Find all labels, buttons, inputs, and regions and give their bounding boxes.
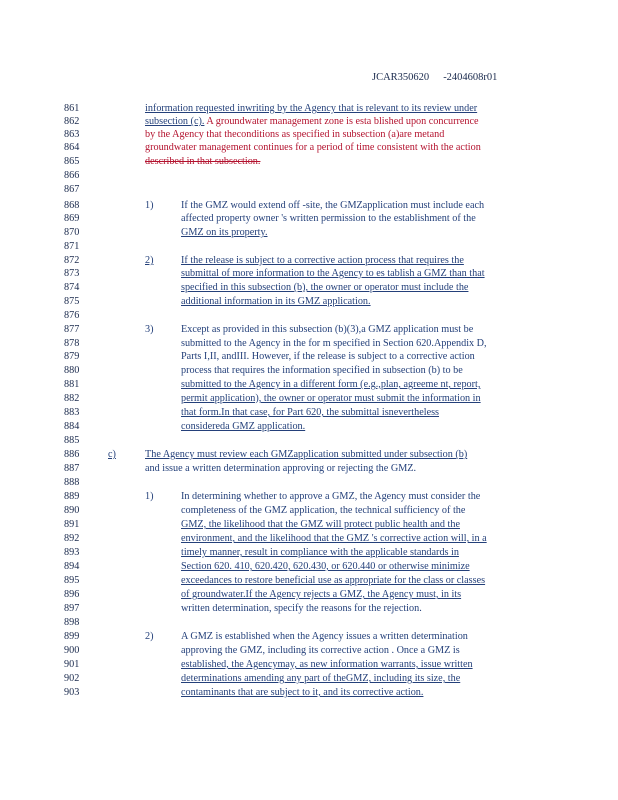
doc-line: considereda GMZ application.: [181, 421, 306, 432]
doc-line: information requested inwriting by the Agency that is relevant to its review under: [145, 103, 478, 114]
line-number: 875: [64, 296, 80, 307]
doc-line: affected property owner 's written permission to the establishment of the: [181, 213, 476, 224]
doc-line: Section 620. 410, 620.420, 620.430, or 620.440 or otherwise minimize: [181, 561, 470, 572]
line-number: 881: [64, 379, 80, 390]
inserted-text: subsection (c).: [145, 116, 205, 127]
doc-line: [145, 115, 479, 128]
line-number: 864: [64, 142, 80, 153]
doc-line: established, the Agencymay, as new information warrants, issue written: [181, 659, 473, 670]
doc-line: approving the GMZ, including its corrective action . Once a GMZ is: [181, 645, 460, 656]
doc-line: submitted to the Agency in a different form (e.g.,plan, agreeme nt, report,: [181, 379, 481, 390]
line-number: 888: [64, 477, 80, 488]
line-number: 861: [64, 103, 80, 114]
doc-line: If the release is subject to a corrective action process that requires the: [181, 255, 464, 266]
line-number: 862: [64, 116, 80, 127]
line-number: 872: [64, 255, 80, 266]
line-number: 894: [64, 561, 80, 572]
line-number: 889: [64, 491, 80, 502]
line-number: 887: [64, 463, 80, 474]
doc-line: environment, and the likelihood that the GMZ 's corrective action will, in a: [181, 533, 487, 544]
line-number: 874: [64, 282, 80, 293]
line-number: 903: [64, 687, 80, 698]
doc-line: In determining whether to approve a GMZ, the Agency must consider the: [181, 491, 481, 502]
doc-code: JCAR350620: [372, 72, 430, 83]
doc-line: contaminants that are subject to it, and its corrective action.: [181, 687, 424, 698]
doc-line: described in that subsection.: [145, 156, 261, 167]
line-number: 879: [64, 351, 80, 362]
line-number: 878: [64, 338, 80, 349]
line-number: 896: [64, 589, 80, 600]
line-number: 890: [64, 505, 80, 516]
list-marker: 2): [145, 255, 154, 266]
doc-line: by the Agency that theconditions as specified in subsection (a)are metand: [145, 129, 445, 140]
doc-line: The Agency must review each GMZapplication submitted under subsection (b): [145, 449, 468, 460]
doc-line: completeness of the GMZ application, the technical sufficiency of the: [181, 505, 466, 516]
line-number: 900: [64, 645, 80, 656]
line-number: 884: [64, 421, 80, 432]
doc-line: submittal of more information to the Agency to es tablish a GMZ than that: [181, 268, 485, 279]
line-number: 876: [64, 310, 80, 321]
line-number: 898: [64, 617, 80, 628]
line-number: 873: [64, 268, 80, 279]
line-number: 870: [64, 227, 80, 238]
line-number: 899: [64, 631, 80, 642]
doc-line: and issue a written determination approving or rejecting the GMZ.: [145, 463, 417, 474]
list-marker: 2): [145, 631, 154, 642]
list-marker: 3): [145, 324, 154, 335]
deleted-text: A groundwater management zone is esta blished upon concurrence: [204, 116, 479, 127]
line-number: 883: [64, 407, 80, 418]
line-number: 869: [64, 213, 80, 224]
line-number: 893: [64, 547, 80, 558]
line-number: 863: [64, 129, 80, 140]
line-number: 895: [64, 575, 80, 586]
doc-line: timely manner, result in compliance with the applicable standards in: [181, 547, 459, 558]
line-number: 871: [64, 241, 80, 252]
doc-line: GMZ on its property.: [181, 227, 268, 238]
doc-line: process that requires the information specified in subsection (b) to be: [181, 365, 463, 376]
doc-line: Except as provided in this subsection (b)(3),a GMZ application must be: [181, 324, 474, 335]
line-number: 866: [64, 170, 80, 181]
doc-line: exceedances to restore beneficial use as appropriate for the class or classes: [181, 575, 486, 586]
line-number: 891: [64, 519, 80, 530]
line-number: 885: [64, 435, 80, 446]
line-number: 901: [64, 659, 80, 670]
line-number: 877: [64, 324, 80, 335]
line-number: 897: [64, 603, 80, 614]
line-number: 867: [64, 184, 80, 195]
list-marker: 1): [145, 200, 154, 211]
list-marker: c): [108, 449, 116, 460]
doc-line: If the GMZ would extend off -site, the GMZapplication must include each: [181, 200, 485, 211]
doc-line: determinations amending any part of theGMZ, including its size, the: [181, 673, 461, 684]
line-number: 868: [64, 200, 80, 211]
doc-line: submitted to the Agency in the for m specified in Section 620.Appendix D,: [181, 338, 487, 349]
doc-line: Parts I,II, andIII. However, if the release is subject to a corrective action: [181, 351, 475, 362]
doc-line: specified in this subsection (b), the owner or operator must include the: [181, 282, 469, 293]
doc-line: A GMZ is established when the Agency issues a written determination: [181, 631, 468, 642]
line-number: 882: [64, 393, 80, 404]
line-number: 880: [64, 365, 80, 376]
doc-line: that form.In that case, for Part 620, the submittal isnevertheless: [181, 407, 440, 418]
doc-line: groundwater management continues for a period of time consistent with the action: [145, 142, 481, 153]
line-number: 865: [64, 156, 80, 167]
doc-line: written determination, specify the reasons for the rejection.: [181, 603, 422, 614]
document-header: [372, 72, 511, 83]
doc-line: of groundwater.If the Agency rejects a GMZ, the Agency must, in its: [181, 589, 462, 600]
doc-line: GMZ, the likelihood that the GMZ will protect public health and the: [181, 519, 460, 530]
doc-version: -2404608r01: [443, 72, 498, 83]
list-marker: 1): [145, 491, 154, 502]
line-number: 902: [64, 673, 80, 684]
line-number: 892: [64, 533, 80, 544]
doc-line: permit application), the owner or operator must submit the information in: [181, 393, 481, 404]
doc-line: additional information in its GMZ application.: [181, 296, 371, 307]
line-number: 886: [64, 449, 80, 460]
